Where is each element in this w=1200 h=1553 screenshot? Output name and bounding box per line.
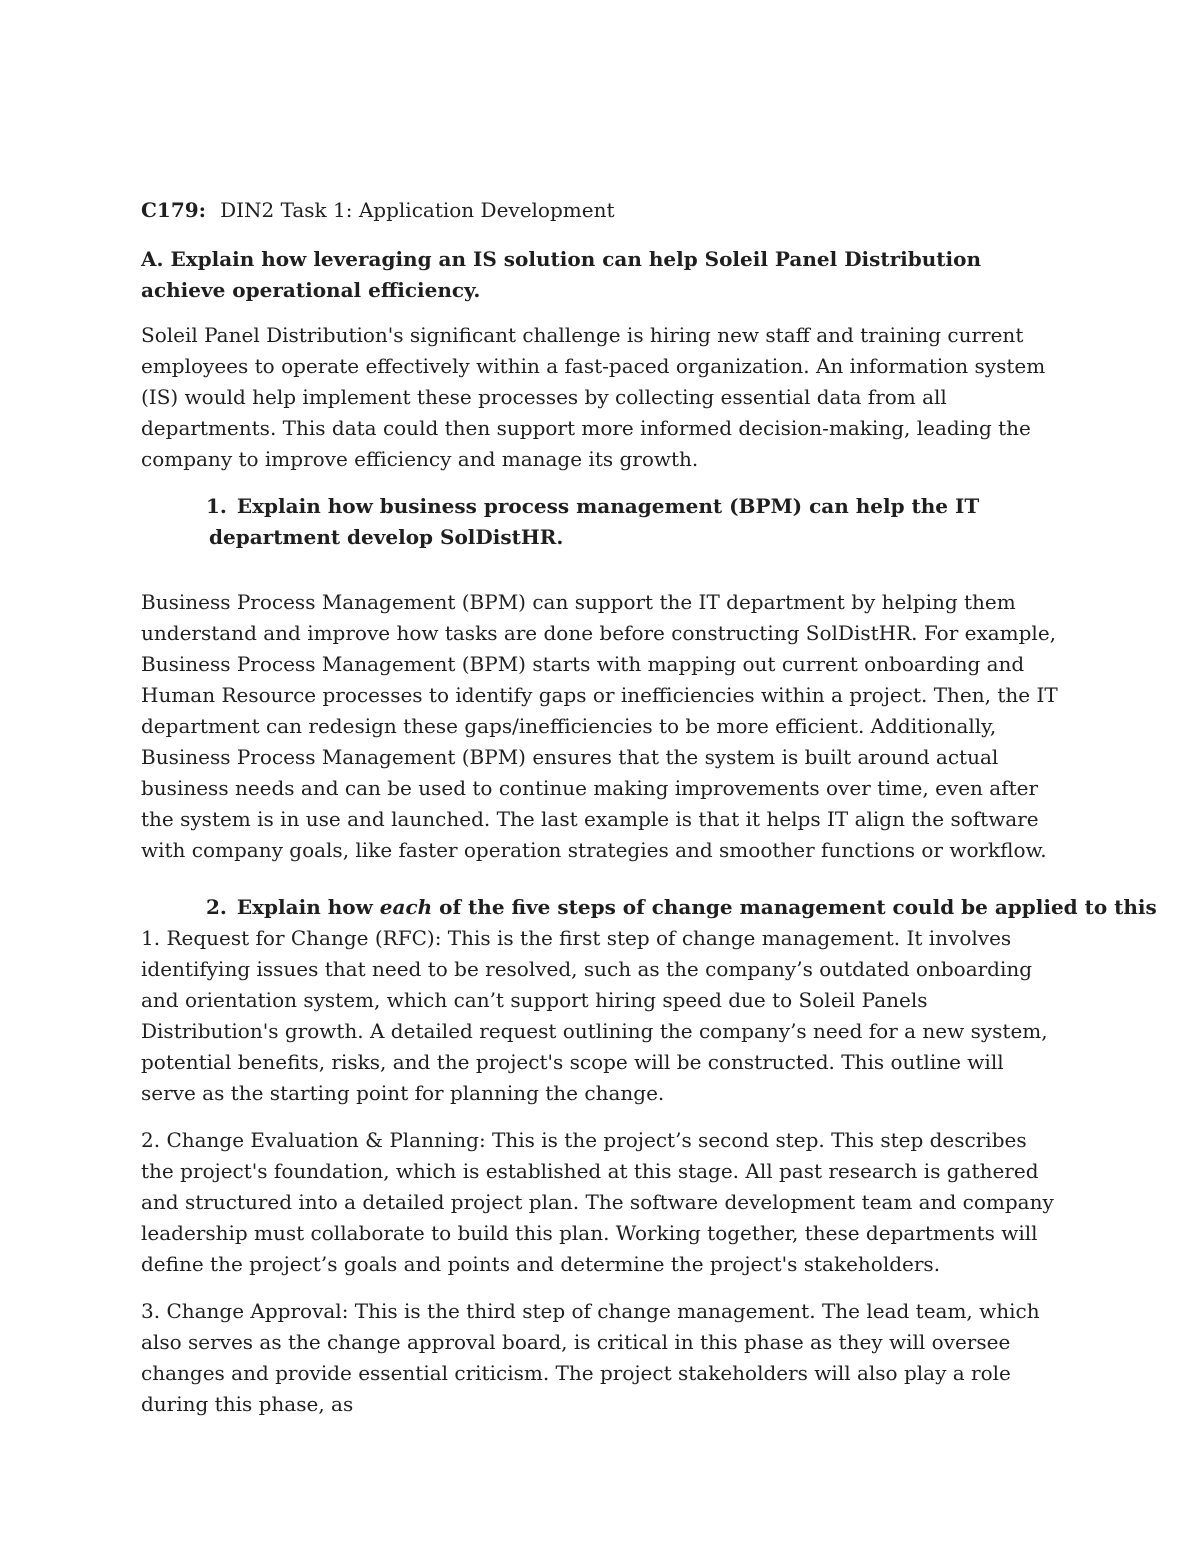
question-2-text-before: Explain how <box>236 895 380 919</box>
question-2-emphasis: each <box>379 895 433 919</box>
question-1-text: Explain how business process management (BPM) can help the IT department develop SolDistHR. <box>209 494 980 549</box>
document-body <box>141 195 1157 1436</box>
question-1-heading <box>141 491 1061 553</box>
section-a-heading: A. Explain how leveraging an IS solution can help Soleil Panel Distribution achieve operational efficiency. <box>141 247 982 302</box>
question-2-number: 2. <box>206 895 227 919</box>
step-1-paragraph: 1. Request for Change (RFC): This is the first step of change management. It involves identifying issues that need to be resolved, such as the company’s outdated onboarding and orientation system, which can’t support hiring speed due to Soleil Panels Distribution's growth. A detailed request outlining the company’s need for a new system, potential benefits, risks, and the project's scope will be constructed. This outline will serve as the starting point for planning the change. <box>141 926 1048 1105</box>
course-title: DIN2 Task 1: Application Development <box>220 198 615 222</box>
question-1-number: 1. <box>206 494 227 518</box>
course-title-line <box>141 195 1061 226</box>
question-2-heading <box>141 892 1157 923</box>
step-3-paragraph: 3. Change Approval: This is the third step of change management. The lead team, which also serves as the change approval board, is critical in this phase as they will oversee changes and provide essential criticism. The project stakeholders will also play a role during this phase, as <box>141 1299 1040 1416</box>
course-code: C179: <box>141 198 207 222</box>
bpm-paragraph: Business Process Management (BPM) can support the IT department by helping them understand and improve how tasks are done before constructing SolDistHR. For example, Business Process Management (BPM) starts with mapping out current onboarding and Human Resource processes to identify gaps or inefficiencies within a project. Then, the IT department can redesign these gaps/inefficiencies to be more efficient. Additionally, Business Process Management (BPM) ensures that the system is built around actual business needs and can be used to continue making improvements over time, even after the system is in use and launched. The last example is that it helps IT align the software with company goals, like faster operation strategies and smoother functions or workflow. <box>141 590 1058 862</box>
section-a-paragraph: Soleil Panel Distribution's significant challenge is hiring new staff and training current employees to operate effectively within a fast-paced organization. An information system (IS) would help implement these processes by collecting essential data from all departments. This data could then support more informed decision-making, leading the company to improve efficiency and manage its growth. <box>141 323 1046 471</box>
step-2-paragraph: 2. Change Evaluation & Planning: This is the project’s second step. This step describes the project's foundation, which is established at this stage. All past research is gathered and structured into a detailed project plan. The software development team and company leadership must collaborate to build this plan. Working together, these departments will define the project’s goals and points and determine the project's stakeholders. <box>141 1128 1054 1276</box>
question-2-text-after: of the five steps of change management could be applied to this <box>432 895 1157 919</box>
